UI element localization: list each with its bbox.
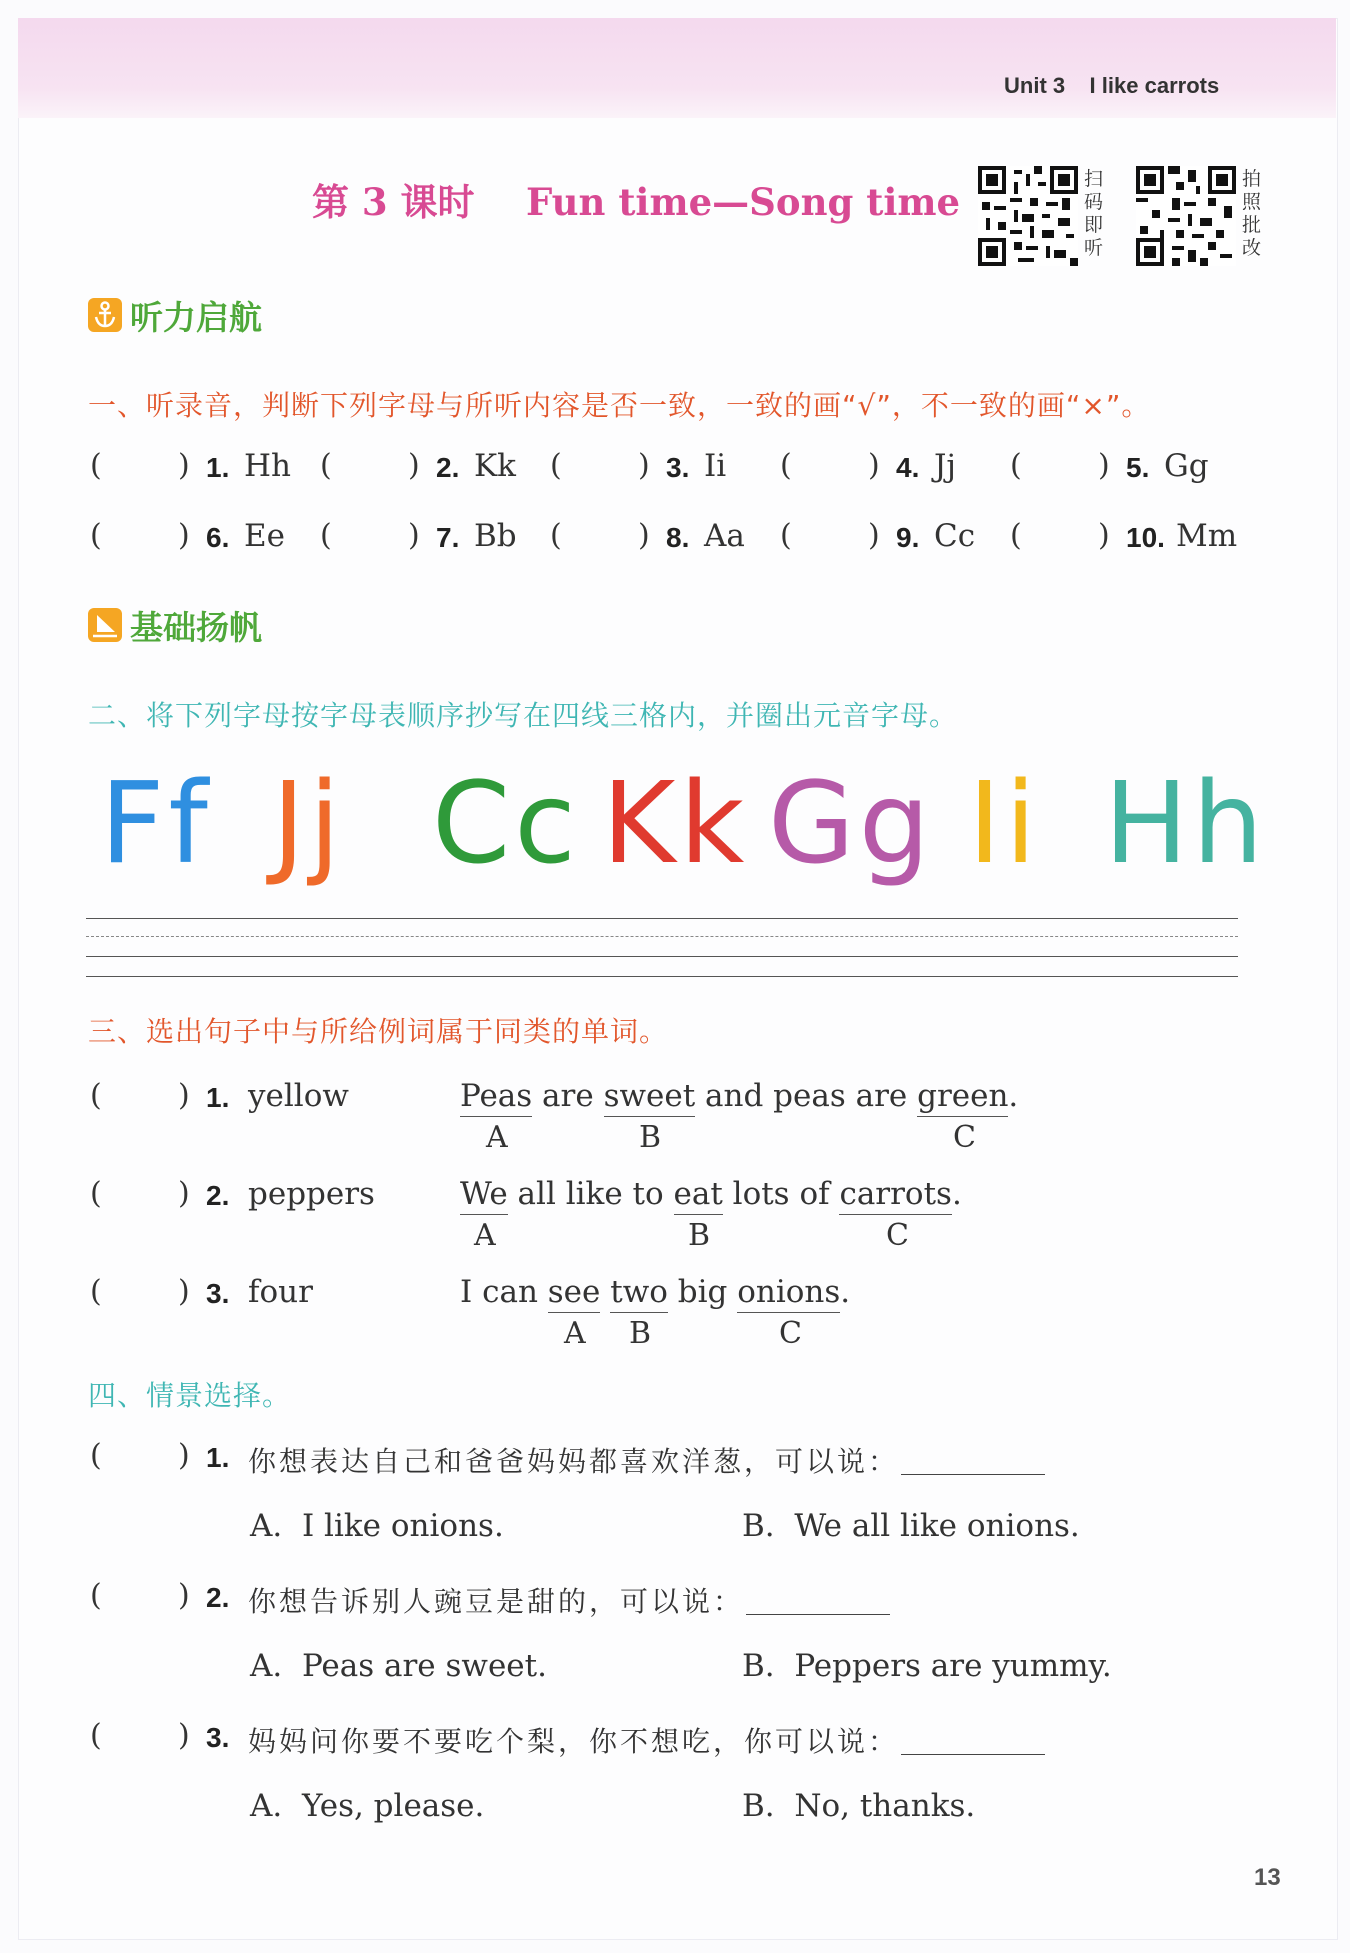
answer-blank[interactable]: [901, 1474, 1045, 1475]
option-b[interactable]: B. We all like onions.: [742, 1508, 1080, 1544]
answer-blank[interactable]: [746, 1614, 890, 1615]
option-letter: B: [629, 1316, 652, 1351]
item-number: 2.: [206, 1180, 230, 1211]
answer-paren-open[interactable]: (: [90, 1718, 102, 1753]
choice-word: green: [917, 1078, 1008, 1117]
answer-paren-open[interactable]: (: [90, 1578, 102, 1613]
sentence-text: and peas are: [695, 1078, 918, 1114]
answer-paren-open[interactable]: (: [1010, 448, 1022, 483]
q4-instruction: 四、情景选择。: [88, 1379, 292, 1412]
sentence-text: [600, 1274, 610, 1313]
alphabet-letter: Jj: [272, 759, 345, 889]
q3-sentence: [460, 1274, 850, 1313]
sentence-text: I can: [460, 1274, 548, 1310]
qr-grade-caption: 拍照批改: [1242, 168, 1262, 259]
alphabet-letter: Kk: [602, 759, 749, 889]
option-a[interactable]: A. I like onions.: [250, 1508, 504, 1544]
alphabet-letter: Gg: [768, 759, 934, 889]
choice-word: We: [460, 1176, 508, 1215]
answer-paren-open[interactable]: (: [90, 1176, 102, 1211]
choice-word: onions: [737, 1274, 840, 1313]
item-number: 8.: [666, 522, 690, 553]
item-letter: Bb: [474, 518, 517, 554]
sentence-text: are: [532, 1078, 604, 1114]
option-letter: C: [953, 1120, 976, 1155]
header-band: [18, 18, 1336, 118]
item-number: 10.: [1126, 522, 1165, 553]
lesson-title: 第 3 课时 Fun time—Song time: [312, 180, 961, 224]
item-number: 5.: [1126, 452, 1150, 483]
item-number: 3.: [666, 452, 690, 483]
option-letter: A: [474, 1218, 496, 1253]
answer-paren-open[interactable]: (: [1010, 518, 1022, 553]
answer-paren-close: ): [178, 1718, 190, 1753]
sentence-text: .: [1008, 1078, 1019, 1114]
option-letter: B: [688, 1218, 711, 1253]
item-letter: Hh: [244, 448, 291, 484]
answer-paren-open[interactable]: (: [320, 448, 332, 483]
qr-code-grade-icon[interactable]: [1136, 166, 1236, 266]
example-word: four: [248, 1274, 313, 1310]
q2-instruction: 二、将下列字母按字母表顺序抄写在四线三格内，并圈出元音字母。: [88, 699, 959, 732]
q1-instruction: 一、听录音，判断下列字母与所听内容是否一致，一致的画“√”，不一致的画“×”。: [88, 389, 1151, 422]
item-letter: Kk: [474, 448, 516, 484]
answer-blank[interactable]: [901, 1754, 1045, 1755]
answer-paren-close: ): [178, 1578, 190, 1613]
sentence-text: big: [667, 1274, 738, 1310]
answer-paren-close: ): [178, 518, 190, 553]
q3-instruction: 三、选出句子中与所给例词属于同类的单词。: [88, 1015, 669, 1048]
alphabet-letter: Cc: [432, 759, 580, 889]
unit-label: Unit 3 I like carrots: [1004, 73, 1220, 98]
sentence-text: .: [951, 1176, 962, 1212]
answer-paren-close: ): [868, 448, 880, 483]
option-b[interactable]: B. No, thanks.: [742, 1788, 976, 1824]
answer-paren-close: ): [638, 518, 650, 553]
answer-paren-close: ): [638, 448, 650, 483]
option-letter: C: [886, 1218, 909, 1253]
item-number: 3.: [206, 1278, 230, 1309]
writing-line-top: [86, 918, 1238, 919]
answer-paren-close: ): [178, 1176, 190, 1211]
answer-paren-open[interactable]: (: [320, 518, 332, 553]
q3-sentence: [460, 1078, 1018, 1117]
alphabet-letter: Ii: [968, 759, 1041, 889]
writing-line-dashed: [86, 936, 1238, 937]
sentence-text: all like to: [507, 1176, 674, 1212]
choice-word: eat: [674, 1176, 723, 1215]
writing-line-middle: [86, 956, 1238, 957]
alphabet-letter: Hh: [1104, 759, 1268, 889]
example-word: yellow: [248, 1078, 349, 1114]
answer-paren-open[interactable]: (: [90, 1078, 102, 1113]
item-number: 4.: [896, 452, 920, 483]
q4-prompt: 你想表达自己和爸爸妈妈都喜欢洋葱，可以说：: [248, 1445, 900, 1478]
section-title-basics: 基础扬帆: [130, 608, 262, 647]
choice-word: Peas: [460, 1078, 532, 1117]
item-number: 1.: [206, 1082, 230, 1113]
item-number: 1.: [206, 452, 230, 483]
qr-listen-caption: 扫码即听: [1084, 168, 1104, 259]
item-letter: Cc: [934, 518, 976, 554]
option-letter: C: [779, 1316, 802, 1351]
qr-code-listen-icon[interactable]: [978, 166, 1078, 266]
answer-paren-close: ): [408, 448, 420, 483]
item-number: 7.: [436, 522, 460, 553]
option-a[interactable]: A. Yes, please.: [250, 1788, 485, 1824]
option-b[interactable]: B. Peppers are yummy.: [742, 1648, 1112, 1684]
option-letter: A: [486, 1120, 508, 1155]
item-number: 2.: [436, 452, 460, 483]
anchor-icon: [88, 298, 122, 332]
item-letter: Ii: [704, 448, 727, 484]
answer-paren-close: ): [178, 448, 190, 483]
item-number: 2.: [206, 1582, 230, 1613]
sentence-text: lots of: [722, 1176, 840, 1212]
answer-paren-open[interactable]: (: [550, 518, 562, 553]
choice-word: sweet: [604, 1078, 696, 1117]
item-number: 6.: [206, 522, 230, 553]
item-number: 9.: [896, 522, 920, 553]
item-letter: Gg: [1164, 448, 1209, 484]
answer-paren-open[interactable]: (: [90, 1438, 102, 1473]
item-number: 3.: [206, 1722, 230, 1753]
option-a[interactable]: A. Peas are sweet.: [250, 1648, 547, 1684]
item-number: 1.: [206, 1442, 230, 1473]
q3-sentence: [460, 1176, 962, 1215]
item-letter: Aa: [704, 518, 745, 554]
answer-paren-open[interactable]: (: [90, 448, 102, 483]
answer-paren-open[interactable]: (: [90, 518, 102, 553]
option-letter: B: [639, 1120, 662, 1155]
choice-word: see: [548, 1274, 601, 1313]
sentence-text: .: [840, 1274, 851, 1310]
answer-paren-close: ): [178, 1274, 190, 1309]
sail-icon: [88, 608, 122, 642]
answer-paren-open[interactable]: (: [780, 518, 792, 553]
answer-paren-close: ): [178, 1078, 190, 1113]
q4-prompt: 妈妈问你要不要吃个梨，你不想吃，你可以说：: [248, 1725, 900, 1758]
answer-paren-close: ): [178, 1438, 190, 1473]
answer-paren-close: ): [408, 518, 420, 553]
choice-word: two: [610, 1274, 668, 1313]
answer-paren-open[interactable]: (: [780, 448, 792, 483]
writing-line-bottom: [86, 976, 1238, 977]
choice-word: carrots: [839, 1176, 952, 1215]
item-letter: Jj: [934, 448, 957, 484]
q4-prompt: 你想告诉别人豌豆是甜的，可以说：: [248, 1585, 745, 1618]
answer-paren-open[interactable]: (: [90, 1274, 102, 1309]
item-letter: Ee: [244, 518, 285, 554]
alphabet-letter: Ff: [100, 759, 212, 889]
answer-paren-close: ): [868, 518, 880, 553]
page-number: 13: [1254, 1864, 1281, 1891]
answer-paren-close: ): [1098, 448, 1110, 483]
section-title-listening: 听力启航: [130, 298, 262, 337]
option-letter: A: [564, 1316, 586, 1351]
example-word: peppers: [248, 1176, 375, 1212]
answer-paren-close: ): [1098, 518, 1110, 553]
answer-paren-open[interactable]: (: [550, 448, 562, 483]
item-letter: Mm: [1176, 518, 1238, 554]
